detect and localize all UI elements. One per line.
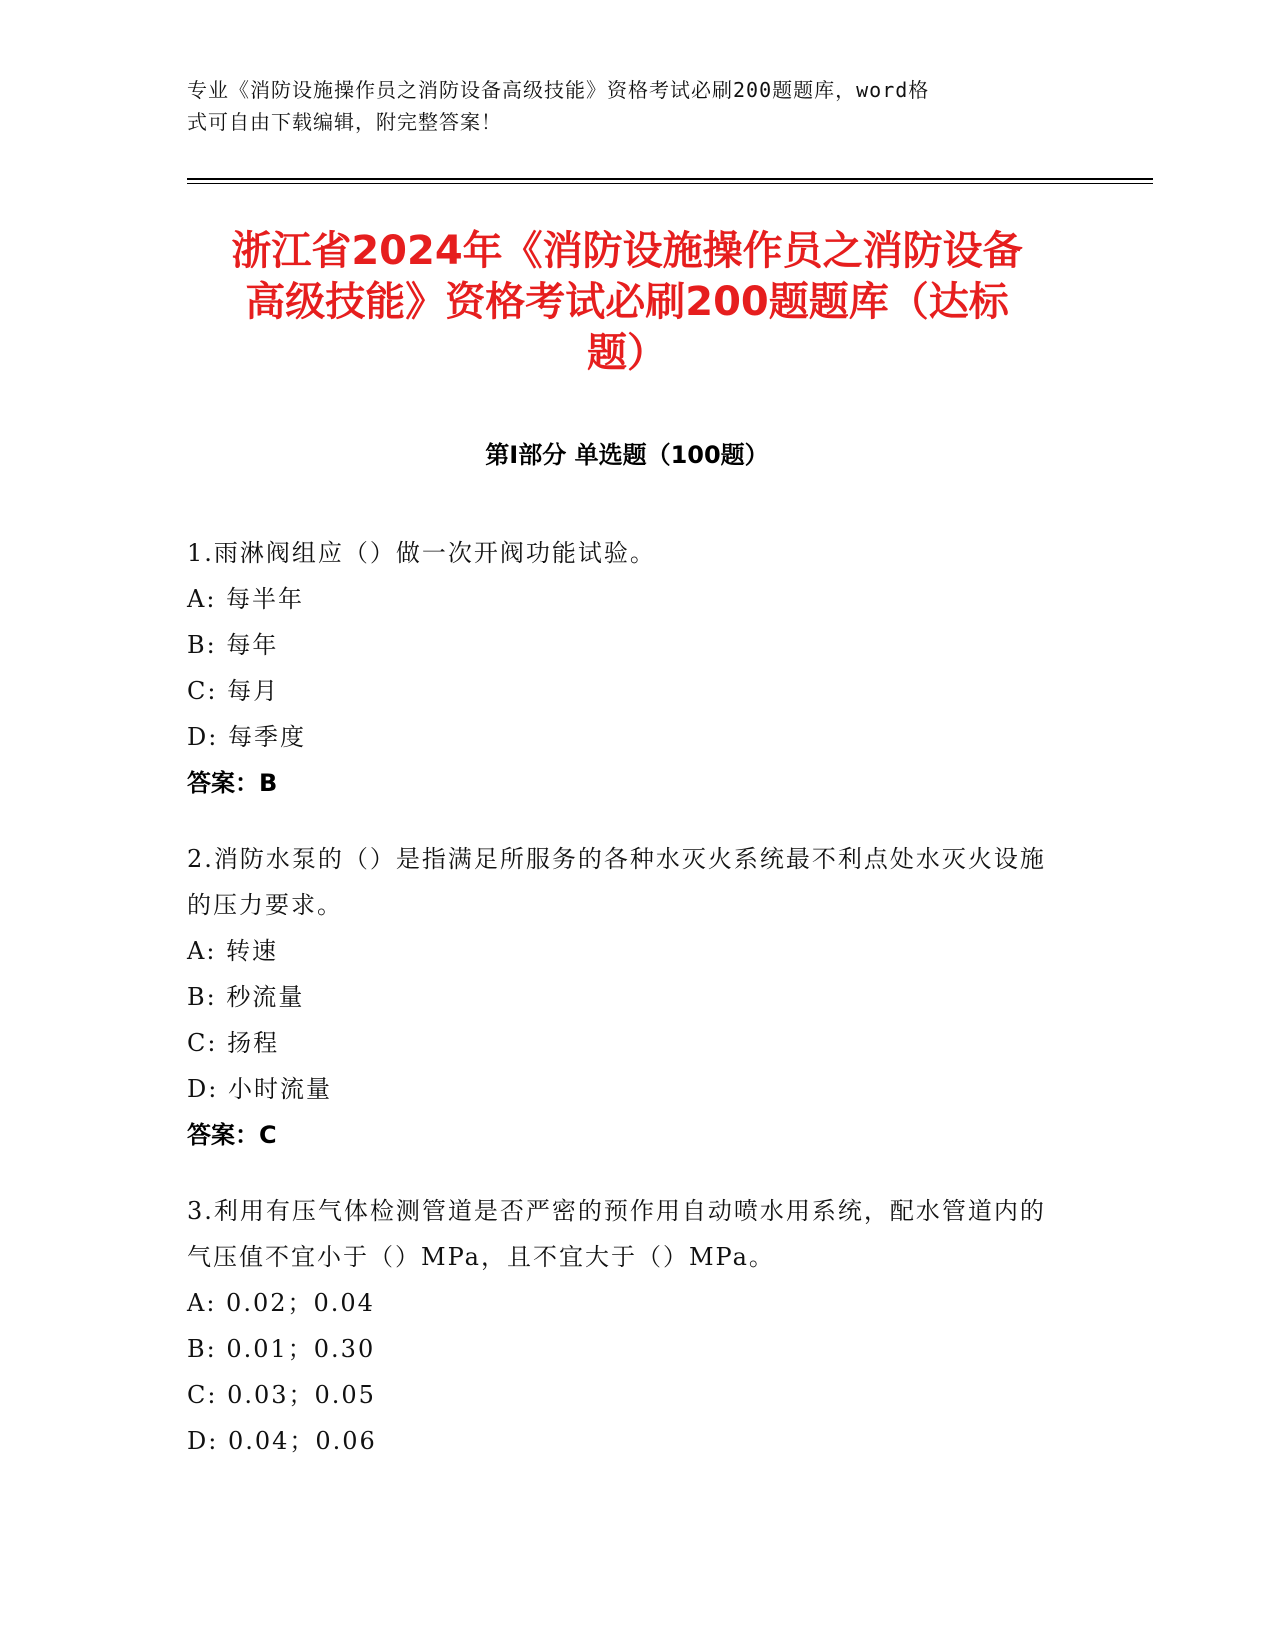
intro-line-1: 专业《消防设施操作员之消防设备高级技能》资格考试必刷200题题库，word格 bbox=[187, 78, 930, 102]
question-list bbox=[187, 530, 1067, 1494]
document-title-line-2: 高级技能》资格考试必刷200题题库（达标 bbox=[245, 279, 1009, 325]
option-b: B: 0.01；0.30 bbox=[187, 1335, 376, 1363]
question-stem: 3.利用有压气体检测管道是否严密的预作用自动喷水用系统，配水管道内的气压值不宜小于（）MPa，且不宜大于（）MPa。 bbox=[187, 1197, 1046, 1271]
document-title-line-1: 浙江省2024年《消防设施操作员之消防设备 bbox=[231, 228, 1023, 274]
option-b: B: 秒流量 bbox=[187, 983, 305, 1011]
option-a: A: 转速 bbox=[187, 937, 279, 965]
option-a: A: 0.02；0.04 bbox=[187, 1289, 375, 1317]
header-divider-thick bbox=[187, 178, 1153, 180]
option-d: D: 小时流量 bbox=[187, 1075, 332, 1103]
option-c: C: 0.03；0.05 bbox=[187, 1381, 376, 1409]
intro-text bbox=[187, 74, 1067, 138]
option-a: A: 每半年 bbox=[187, 585, 305, 613]
question-3 bbox=[187, 1188, 1067, 1464]
option-c: C: 扬程 bbox=[187, 1029, 280, 1057]
question-stem: 1.雨淋阀组应（）做一次开阀功能试验。 bbox=[187, 539, 656, 567]
question-stem: 2.消防水泵的（）是指满足所服务的各种水灭火系统最不利点处水灭火设施的压力要求。 bbox=[187, 845, 1046, 919]
option-c: C: 每月 bbox=[187, 677, 280, 705]
section-title: 第Ⅰ部分 单选题（100题） bbox=[485, 441, 769, 469]
answer: 答案：B bbox=[187, 769, 278, 797]
option-b: B: 每年 bbox=[187, 631, 279, 659]
option-d: D: 每季度 bbox=[187, 723, 306, 751]
document-title-line-3: 题） bbox=[587, 330, 667, 376]
document-title bbox=[187, 226, 1067, 379]
header-divider-thin bbox=[187, 183, 1153, 184]
question-2 bbox=[187, 836, 1067, 1158]
option-d: D: 0.04；0.06 bbox=[187, 1427, 377, 1455]
intro-line-2: 式可自由下载编辑，附完整答案！ bbox=[187, 110, 502, 134]
question-1 bbox=[187, 530, 1067, 806]
answer: 答案：C bbox=[187, 1121, 277, 1149]
